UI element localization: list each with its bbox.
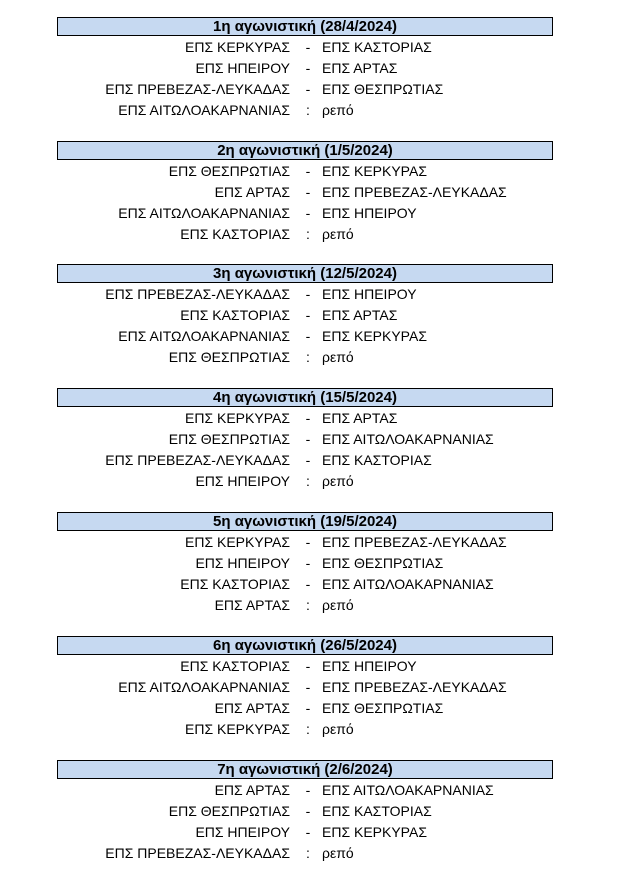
away-team: ΕΠΣ ΗΠΕΙΡΟΥ <box>322 658 417 674</box>
away-team: ρεπό <box>322 473 354 489</box>
match-row <box>0 347 618 367</box>
away-team: ΕΠΣ ΠΡΕΒΕΖΑΣ-ΛΕΥΚΑΔΑΣ <box>322 679 507 695</box>
separator: - <box>305 452 311 468</box>
separator: : <box>306 349 310 365</box>
home-team: ΕΠΣ ΚΑΣΤΟΡΙΑΣ <box>180 658 290 674</box>
separator: - <box>305 803 311 819</box>
match-row <box>0 79 618 99</box>
match-row <box>0 450 618 470</box>
away-team: ΕΠΣ ΘΕΣΠΡΩΤΙΑΣ <box>322 81 444 97</box>
match-row <box>0 656 618 676</box>
home-team: ΕΠΣ ΑΡΤΑΣ <box>214 782 290 798</box>
away-team: ρεπό <box>322 597 354 613</box>
home-team: ΕΠΣ ΗΠΕΙΡΟΥ <box>195 555 290 571</box>
match-row <box>0 408 618 428</box>
separator: - <box>305 658 311 674</box>
match-row <box>0 822 618 842</box>
separator: : <box>306 721 310 737</box>
home-team: ΕΠΣ ΠΡΕΒΕΖΑΣ-ΛΕΥΚΑΔΑΣ <box>105 845 290 861</box>
home-team: ΕΠΣ ΚΕΡΚΥΡΑΣ <box>185 410 290 426</box>
match-row <box>0 203 618 223</box>
separator: : <box>306 226 310 242</box>
match-row <box>0 224 618 244</box>
separator: - <box>305 205 311 221</box>
home-team: ΕΠΣ ΑΙΤΩΛΟΑΚΑΡΝΑΝΙΑΣ <box>118 102 290 118</box>
match-row <box>0 58 618 78</box>
round-title: 2η αγωνιστική (1/5/2024) <box>57 141 553 160</box>
separator: - <box>305 824 311 840</box>
separator: : <box>306 102 310 118</box>
home-team: ΕΠΣ ΠΡΕΒΕΖΑΣ-ΛΕΥΚΑΔΑΣ <box>105 286 290 302</box>
match-row <box>0 471 618 491</box>
separator: - <box>305 679 311 695</box>
home-team: ΕΠΣ ΑΡΤΑΣ <box>214 700 290 716</box>
away-team: ρεπό <box>322 721 354 737</box>
match-row <box>0 677 618 697</box>
away-team: ΕΠΣ ΗΠΕΙΡΟΥ <box>322 286 417 302</box>
match-row <box>0 595 618 615</box>
separator: : <box>306 845 310 861</box>
away-team: ΕΠΣ ΠΡΕΒΕΖΑΣ-ΛΕΥΚΑΔΑΣ <box>322 534 507 550</box>
match-row <box>0 532 618 552</box>
separator: - <box>305 431 311 447</box>
home-team: ΕΠΣ ΚΕΡΚΥΡΑΣ <box>185 721 290 737</box>
separator: - <box>305 782 311 798</box>
away-team: ΕΠΣ ΚΕΡΚΥΡΑΣ <box>322 328 427 344</box>
home-team: ΕΠΣ ΗΠΕΙΡΟΥ <box>195 824 290 840</box>
round-title: 7η αγωνιστική (2/6/2024) <box>57 760 553 779</box>
away-team: ρεπό <box>322 102 354 118</box>
match-row <box>0 780 618 800</box>
away-team: ΕΠΣ ΚΕΡΚΥΡΑΣ <box>322 824 427 840</box>
separator: - <box>305 534 311 550</box>
away-team: ρεπό <box>322 349 354 365</box>
round-title: 4η αγωνιστική (15/5/2024) <box>57 388 553 407</box>
away-team: ΕΠΣ ΚΑΣΤΟΡΙΑΣ <box>322 39 432 55</box>
away-team: ΕΠΣ ΗΠΕΙΡΟΥ <box>322 205 417 221</box>
home-team: ΕΠΣ ΗΠΕΙΡΟΥ <box>195 473 290 489</box>
match-row <box>0 719 618 739</box>
home-team: ΕΠΣ ΘΕΣΠΡΩΤΙΑΣ <box>168 431 290 447</box>
separator: - <box>305 328 311 344</box>
separator: - <box>305 576 311 592</box>
separator: - <box>305 286 311 302</box>
match-row <box>0 843 618 863</box>
match-row <box>0 161 618 181</box>
home-team: ΕΠΣ ΚΑΣΤΟΡΙΑΣ <box>180 576 290 592</box>
round-title: 1η αγωνιστική (28/4/2024) <box>57 17 553 36</box>
home-team: ΕΠΣ ΑΙΤΩΛΟΑΚΑΡΝΑΝΙΑΣ <box>118 679 290 695</box>
away-team: ρεπό <box>322 845 354 861</box>
separator: : <box>306 473 310 489</box>
away-team: ΕΠΣ ΠΡΕΒΕΖΑΣ-ΛΕΥΚΑΔΑΣ <box>322 184 507 200</box>
round-title: 5η αγωνιστική (19/5/2024) <box>57 512 553 531</box>
match-row <box>0 182 618 202</box>
home-team: ΕΠΣ ΑΙΤΩΛΟΑΚΑΡΝΑΝΙΑΣ <box>118 328 290 344</box>
separator: - <box>305 410 311 426</box>
match-row <box>0 553 618 573</box>
home-team: ΕΠΣ ΗΠΕΙΡΟΥ <box>195 60 290 76</box>
home-team: ΕΠΣ ΑΡΤΑΣ <box>214 597 290 613</box>
match-row <box>0 100 618 120</box>
away-team: ΕΠΣ ΑΙΤΩΛΟΑΚΑΡΝΑΝΙΑΣ <box>322 782 494 798</box>
away-team: ΕΠΣ ΑΡΤΑΣ <box>322 410 398 426</box>
round-title: 6η αγωνιστική (26/5/2024) <box>57 636 553 655</box>
match-row <box>0 698 618 718</box>
match-row <box>0 801 618 821</box>
home-team: ΕΠΣ ΚΕΡΚΥΡΑΣ <box>185 534 290 550</box>
match-row <box>0 305 618 325</box>
away-team: ΕΠΣ ΑΡΤΑΣ <box>322 60 398 76</box>
separator: - <box>305 307 311 323</box>
away-team: ρεπό <box>322 226 354 242</box>
home-team: ΕΠΣ ΠΡΕΒΕΖΑΣ-ΛΕΥΚΑΔΑΣ <box>105 81 290 97</box>
away-team: ΕΠΣ ΚΕΡΚΥΡΑΣ <box>322 163 427 179</box>
round-title: 3η αγωνιστική (12/5/2024) <box>57 264 553 283</box>
match-row <box>0 326 618 346</box>
away-team: ΕΠΣ ΑΡΤΑΣ <box>322 307 398 323</box>
away-team: ΕΠΣ ΑΙΤΩΛΟΑΚΑΡΝΑΝΙΑΣ <box>322 431 494 447</box>
match-row <box>0 574 618 594</box>
home-team: ΕΠΣ ΘΕΣΠΡΩΤΙΑΣ <box>168 163 290 179</box>
separator: - <box>305 184 311 200</box>
home-team: ΕΠΣ ΚΑΣΤΟΡΙΑΣ <box>180 307 290 323</box>
home-team: ΕΠΣ ΠΡΕΒΕΖΑΣ-ΛΕΥΚΑΔΑΣ <box>105 452 290 468</box>
home-team: ΕΠΣ ΚΕΡΚΥΡΑΣ <box>185 39 290 55</box>
match-row <box>0 429 618 449</box>
separator: - <box>305 555 311 571</box>
away-team: ΕΠΣ ΚΑΣΤΟΡΙΑΣ <box>322 803 432 819</box>
home-team: ΕΠΣ ΘΕΣΠΡΩΤΙΑΣ <box>168 349 290 365</box>
separator: : <box>306 597 310 613</box>
separator: - <box>305 700 311 716</box>
home-team: ΕΠΣ ΚΑΣΤΟΡΙΑΣ <box>180 226 290 242</box>
match-row <box>0 284 618 304</box>
away-team: ΕΠΣ ΑΙΤΩΛΟΑΚΑΡΝΑΝΙΑΣ <box>322 576 494 592</box>
home-team: ΕΠΣ ΑΙΤΩΛΟΑΚΑΡΝΑΝΙΑΣ <box>118 205 290 221</box>
separator: - <box>305 60 311 76</box>
separator: - <box>305 81 311 97</box>
separator: - <box>305 163 311 179</box>
away-team: ΕΠΣ ΘΕΣΠΡΩΤΙΑΣ <box>322 700 444 716</box>
match-row <box>0 37 618 57</box>
separator: - <box>305 39 311 55</box>
home-team: ΕΠΣ ΑΡΤΑΣ <box>214 184 290 200</box>
away-team: ΕΠΣ ΘΕΣΠΡΩΤΙΑΣ <box>322 555 444 571</box>
away-team: ΕΠΣ ΚΑΣΤΟΡΙΑΣ <box>322 452 432 468</box>
home-team: ΕΠΣ ΘΕΣΠΡΩΤΙΑΣ <box>168 803 290 819</box>
